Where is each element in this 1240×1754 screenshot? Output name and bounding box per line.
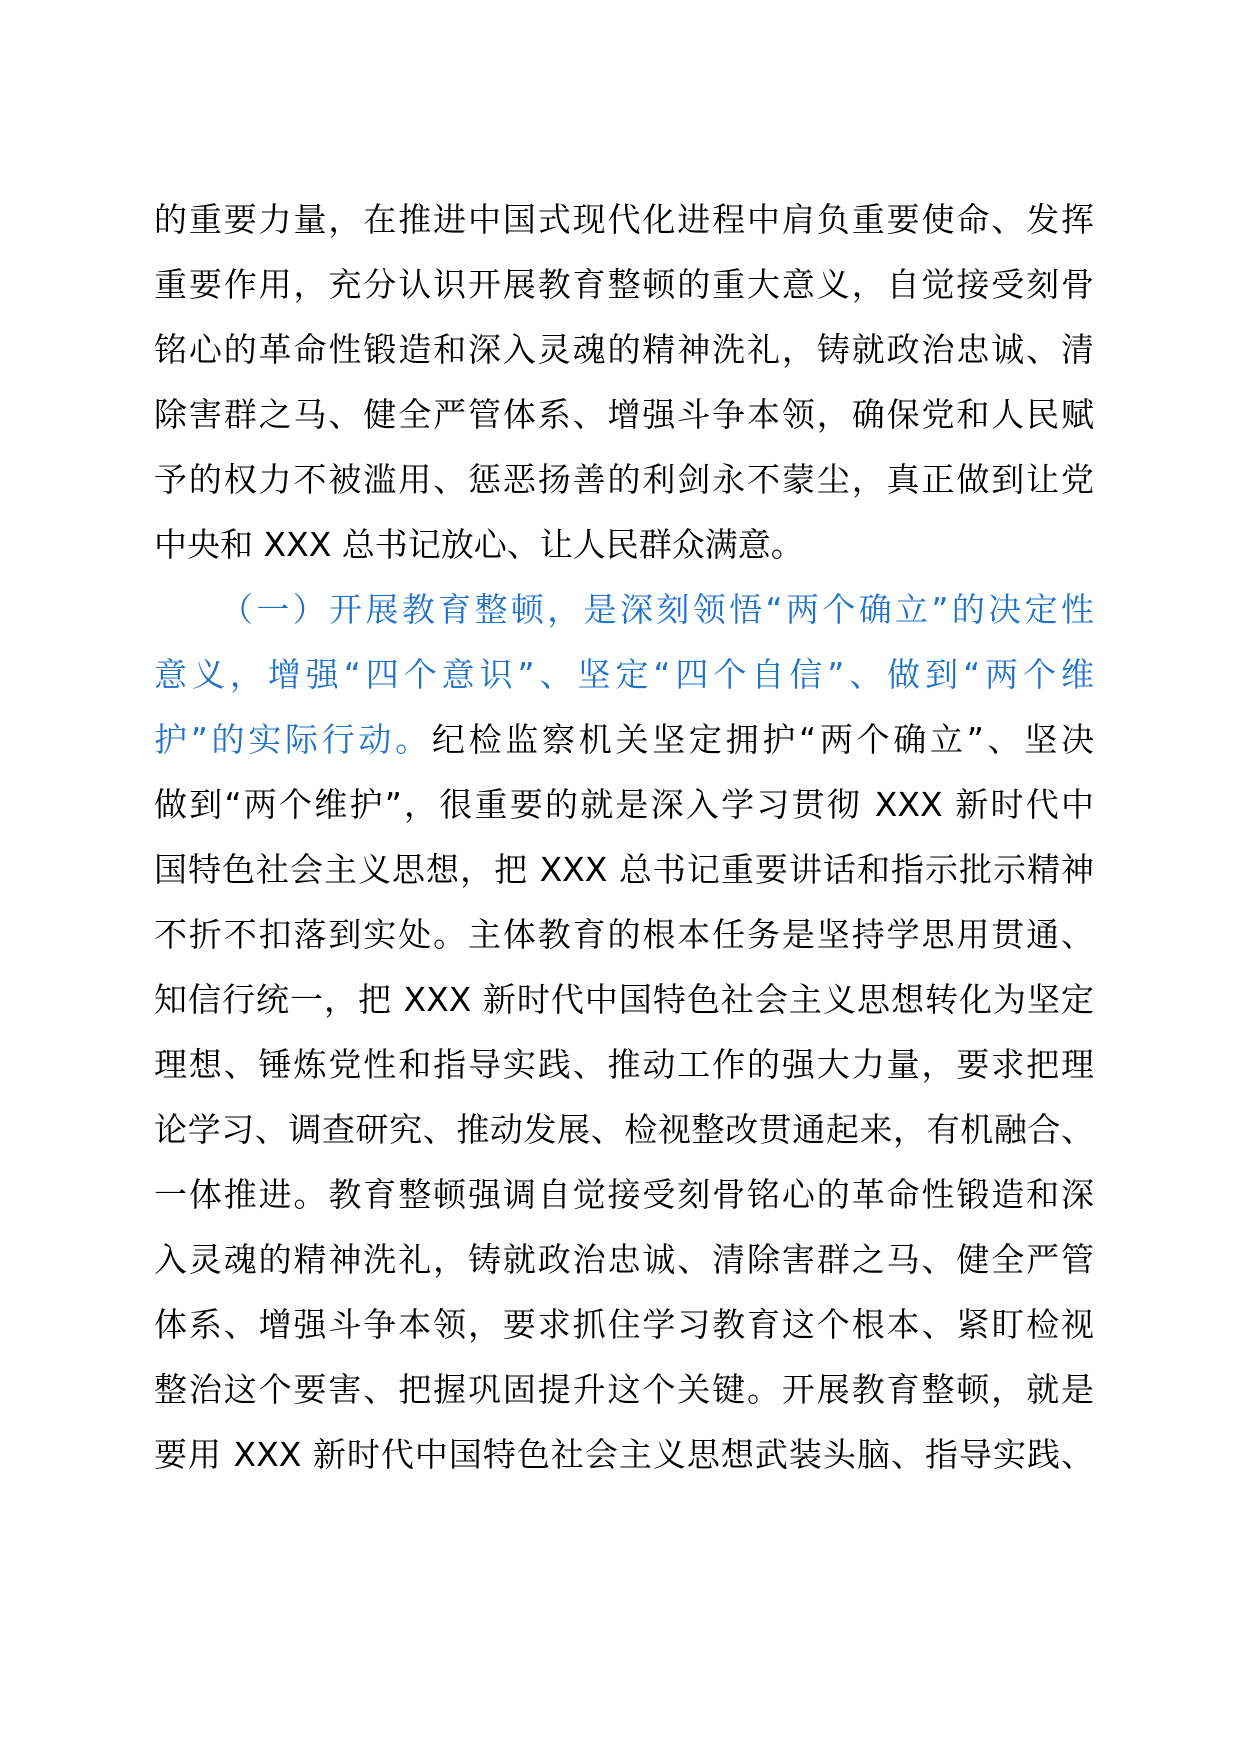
section-paragraph	[154, 577, 1094, 1487]
body-line: 做到“两个维护”，很重要的就是深入学习贯彻 XXX 新时代中	[154, 785, 1094, 824]
body-line: 国特色社会主义思想，把 XXX 总书记重要讲话和指示批示精神	[154, 850, 1094, 889]
section-heading-line: 意义，增强“四个意识”、坚定“四个自信”、做到“两个维	[154, 655, 1094, 694]
body-line-last: 中央和 XXX 总书记放心、让人民群众满意。	[154, 525, 804, 564]
body-line: 知信行统一，把 XXX 新时代中国特色社会主义思想转化为坚定	[154, 980, 1094, 1019]
body-line: 铭心的革命性锻造和深入灵魂的精神洗礼，铸就政治忠诚、清	[154, 330, 1094, 369]
body-line: 重要作用，充分认识开展教育整顿的重大意义，自觉接受刻骨	[154, 265, 1094, 304]
paragraph-continuation	[154, 187, 1094, 577]
body-line: 整治这个要害、把握巩固提升这个关键。开展教育整顿，就是	[154, 1370, 1094, 1409]
body-line: 的重要力量，在推进中国式现代化进程中肩负重要使命、发挥	[154, 200, 1094, 239]
body-line: 不折不扣落到实处。主体教育的根本任务是坚持学思用贯通、	[154, 915, 1094, 954]
body-line: 论学习、调查研究、推动发展、检视整改贯通起来，有机融合、	[154, 1110, 1094, 1149]
body-line: 一体推进。教育整顿强调自觉接受刻骨铭心的革命性锻造和深	[154, 1175, 1094, 1214]
body-line: 除害群之马、健全严管体系、增强斗争本领，确保党和人民赋	[154, 395, 1094, 434]
body-line: 入灵魂的精神洗礼，铸就政治忠诚、清除害群之马、健全严管	[154, 1240, 1094, 1279]
body-line: 要用 XXX 新时代中国特色社会主义思想武装头脑、指导实践、	[154, 1435, 1094, 1474]
body-line: 理想、锤炼党性和指导实践、推动工作的强大力量，要求把理	[154, 1045, 1094, 1084]
body-text: 纪检监察机关坚定拥护“两个确立”、坚决	[431, 720, 1094, 759]
body-line: 体系、增强斗争本领，要求抓住学习教育这个根本、紧盯检视	[154, 1305, 1094, 1344]
section-heading-tail: 护”的实际行动。	[154, 720, 432, 759]
section-heading-line: （一）开展教育整顿，是深刻领悟“两个确立”的决定性	[220, 590, 1094, 629]
mixed-line	[154, 707, 1094, 772]
body-line: 予的权力不被滥用、惩恶扬善的利剑永不蒙尘，真正做到让党	[154, 460, 1094, 499]
